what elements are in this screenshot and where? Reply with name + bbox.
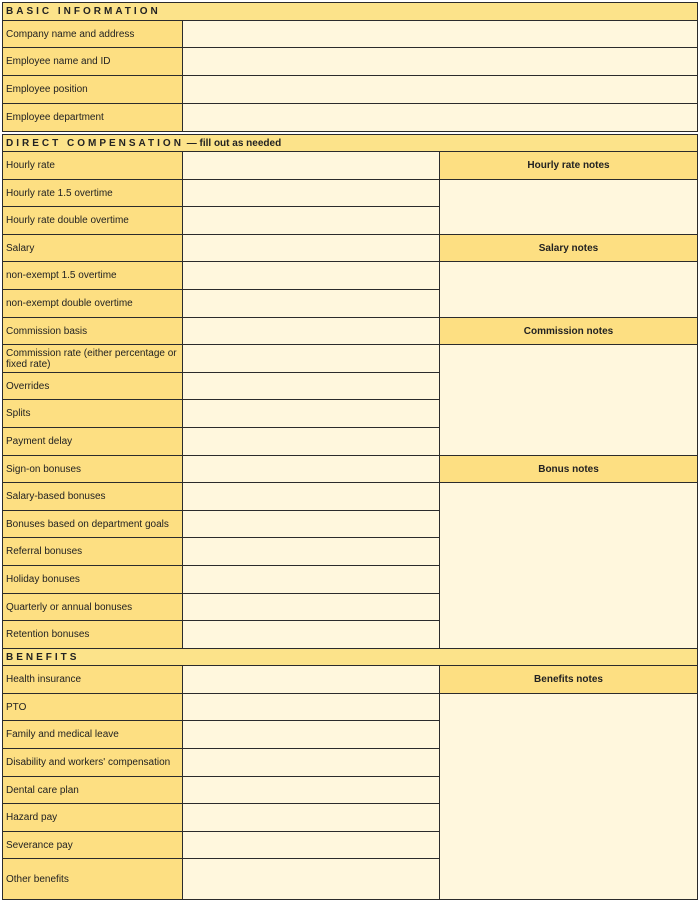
overrides-label: Overrides	[3, 373, 183, 400]
benefits-notes-header: Benefits notes	[440, 666, 698, 694]
splits-label: Splits	[3, 400, 183, 428]
quarterly-annual-bonuses-label: Quarterly or annual bonuses	[3, 594, 183, 621]
non-exempt-double-overtime-label: non-exempt double overtime	[3, 290, 183, 318]
direct-compensation-subtitle: — fill out as needed	[183, 137, 282, 149]
salary-notes-field[interactable]	[440, 262, 698, 318]
basic-information-header: BASIC INFORMATION	[3, 3, 698, 21]
disability-compensation-label: Disability and workers' compensation	[3, 749, 183, 777]
dental-care-plan-field[interactable]	[183, 777, 440, 804]
sign-on-bonuses-field[interactable]	[183, 456, 440, 483]
hourly-double-overtime-field[interactable]	[183, 207, 440, 235]
hourly-rate-label: Hourly rate	[3, 152, 183, 180]
employee-department-label: Employee department	[3, 104, 183, 132]
holiday-bonuses-label: Holiday bonuses	[3, 566, 183, 594]
commission-rate-label: Commission rate (either percentage or fixed rate)	[3, 345, 183, 373]
severance-pay-field[interactable]	[183, 832, 440, 859]
hourly-rate-notes-header: Hourly rate notes	[440, 152, 698, 180]
pto-field[interactable]	[183, 694, 440, 721]
commission-rate-field[interactable]	[183, 345, 440, 373]
basic-information-table	[2, 2, 698, 132]
dental-care-plan-label: Dental care plan	[3, 777, 183, 804]
non-exempt-overtime-field[interactable]	[183, 262, 440, 290]
department-goal-bonuses-field[interactable]	[183, 511, 440, 538]
salary-based-bonuses-field[interactable]	[183, 483, 440, 511]
salary-notes-header: Salary notes	[440, 235, 698, 262]
family-medical-leave-label: Family and medical leave	[3, 721, 183, 749]
non-exempt-double-overtime-field[interactable]	[183, 290, 440, 318]
employee-position-field[interactable]	[183, 76, 698, 104]
employee-department-field[interactable]	[183, 104, 698, 132]
employee-name-label: Employee name and ID	[3, 48, 183, 76]
non-exempt-overtime-label: non-exempt 1.5 overtime	[3, 262, 183, 290]
employee-position-label: Employee position	[3, 76, 183, 104]
overrides-field[interactable]	[183, 373, 440, 400]
health-insurance-label: Health insurance	[3, 666, 183, 694]
hourly-double-overtime-label: Hourly rate double overtime	[3, 207, 183, 235]
sign-on-bonuses-label: Sign-on bonuses	[3, 456, 183, 483]
referral-bonuses-label: Referral bonuses	[3, 538, 183, 566]
hourly-overtime-label: Hourly rate 1.5 overtime	[3, 180, 183, 207]
retention-bonuses-label: Retention bonuses	[3, 621, 183, 649]
company-name-label: Company name and address	[3, 21, 183, 48]
disability-compensation-field[interactable]	[183, 749, 440, 777]
department-goal-bonuses-label: Bonuses based on department goals	[3, 511, 183, 538]
splits-field[interactable]	[183, 400, 440, 428]
commission-basis-label: Commission basis	[3, 318, 183, 345]
salary-label: Salary	[3, 235, 183, 262]
payment-delay-field[interactable]	[183, 428, 440, 456]
referral-bonuses-field[interactable]	[183, 538, 440, 566]
compensation-table	[2, 134, 698, 900]
bonus-notes-field[interactable]	[440, 483, 698, 649]
severance-pay-label: Severance pay	[3, 832, 183, 859]
other-benefits-label: Other benefits	[3, 859, 183, 900]
hourly-rate-notes-field[interactable]	[440, 180, 698, 235]
family-medical-leave-field[interactable]	[183, 721, 440, 749]
hourly-overtime-field[interactable]	[183, 180, 440, 207]
hazard-pay-label: Hazard pay	[3, 804, 183, 832]
hazard-pay-field[interactable]	[183, 804, 440, 832]
hourly-rate-field[interactable]	[183, 152, 440, 180]
bonus-notes-header: Bonus notes	[440, 456, 698, 483]
other-benefits-field[interactable]	[183, 859, 440, 900]
pto-label: PTO	[3, 694, 183, 721]
direct-compensation-title: DIRECT COMPENSATION	[6, 137, 184, 149]
commission-notes-field[interactable]	[440, 345, 698, 456]
salary-based-bonuses-label: Salary-based bonuses	[3, 483, 183, 511]
quarterly-annual-bonuses-field[interactable]	[183, 594, 440, 621]
health-insurance-field[interactable]	[183, 666, 440, 694]
commission-notes-header: Commission notes	[440, 318, 698, 345]
benefits-header: BENEFITS	[3, 649, 698, 666]
benefits-notes-field[interactable]	[440, 694, 698, 900]
retention-bonuses-field[interactable]	[183, 621, 440, 649]
direct-compensation-header	[3, 135, 698, 152]
salary-field[interactable]	[183, 235, 440, 262]
commission-basis-field[interactable]	[183, 318, 440, 345]
holiday-bonuses-field[interactable]	[183, 566, 440, 594]
company-name-field[interactable]	[183, 21, 698, 48]
employee-name-field[interactable]	[183, 48, 698, 76]
payment-delay-label: Payment delay	[3, 428, 183, 456]
